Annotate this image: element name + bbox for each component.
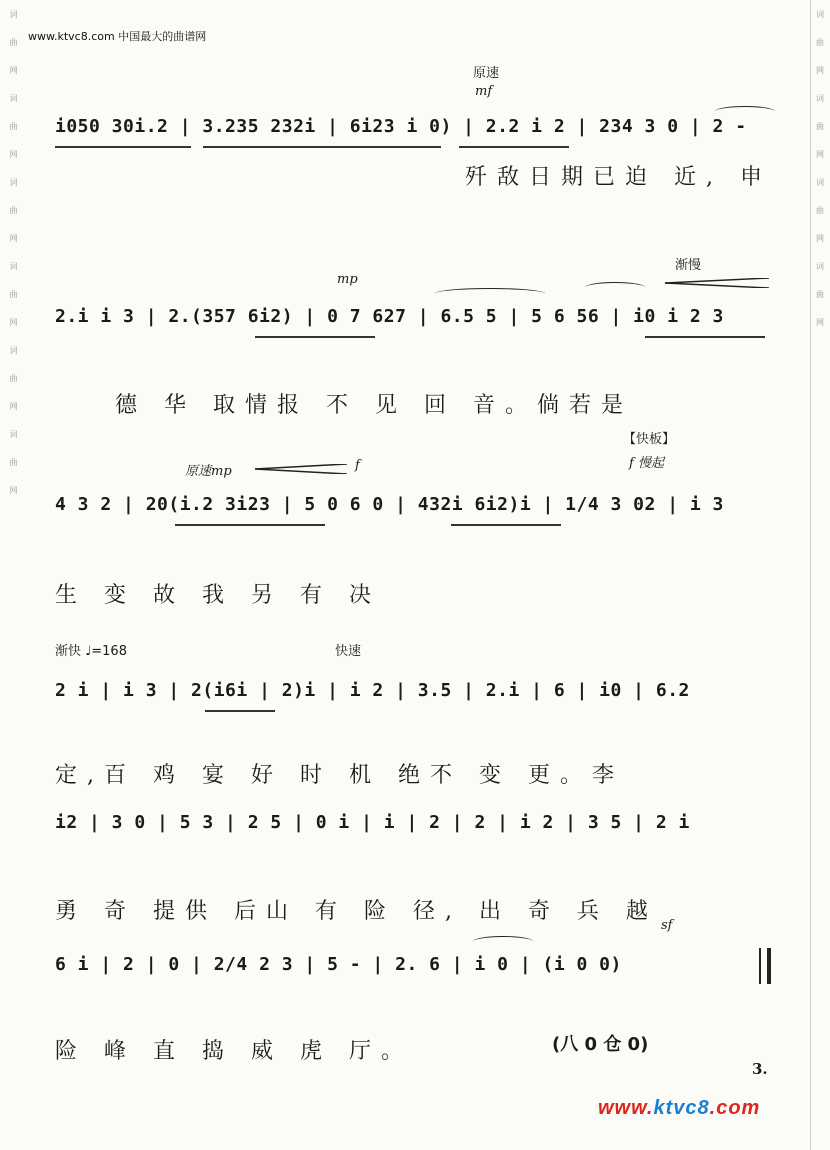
watermark-text: 曲 — [9, 206, 18, 214]
score-system-4 — [55, 636, 775, 788]
lyric-line: 勇 奇 提供 后山 有 险 径, 出 奇 兵 越 — [55, 899, 658, 924]
watermark-text: 曲 — [9, 38, 18, 46]
logo-part: .com — [709, 1097, 761, 1119]
watermark-text: 词 — [815, 10, 825, 18]
final-barline — [759, 948, 771, 984]
dynamic-marking: mp — [337, 272, 358, 287]
beam-underline — [55, 146, 191, 148]
notation-line — [55, 948, 775, 986]
decrescendo-hairpin — [665, 278, 769, 288]
logo-part: www. — [598, 1097, 654, 1119]
tempo-marking: 渐快 ♩=168 — [55, 644, 127, 659]
section-label: 【快板】 — [623, 432, 676, 447]
beam-underline — [645, 336, 765, 338]
watermark-text: 词 — [815, 178, 825, 186]
dynamic-marking: mf — [475, 84, 493, 99]
score-system-5 — [55, 796, 775, 924]
watermark-text: 网 — [815, 66, 825, 74]
notation-line — [55, 806, 775, 844]
slur-arc — [435, 288, 545, 299]
watermark-text: 网 — [815, 150, 825, 158]
watermark-text: 网 — [9, 150, 18, 158]
jianpu-notes: 2 i | i 3 | 2(i6i | 2)i | i 2 | 3.5 | 2.i | 6 | i0 | 6.2 — [55, 680, 690, 701]
watermark-text: 词 — [815, 262, 825, 270]
watermark-text: 网 — [9, 402, 18, 410]
dynamic-marking: f 慢起 — [629, 456, 664, 471]
watermark-text: 曲 — [815, 122, 825, 130]
notation-line — [55, 674, 775, 712]
dynamic-marking: f — [355, 458, 360, 473]
beam-underline — [255, 336, 375, 338]
notation-line — [55, 110, 775, 148]
beam-underline — [175, 524, 325, 526]
lyric-line: 德 华 取情报 不 见 回 音。倘若是 — [115, 393, 633, 418]
dynamic-marking: sf — [661, 918, 673, 933]
site-logo[interactable] — [598, 1097, 760, 1120]
beam-underline — [459, 146, 569, 148]
left-watermark-strip — [4, 0, 22, 1150]
watermark-text: 曲 — [9, 458, 18, 466]
watermark-text: 曲 — [815, 38, 825, 46]
lyric-line: 歼敌日期已迫 近, 申 — [465, 165, 772, 190]
watermark-text: 词 — [9, 10, 18, 18]
watermark-text: 曲 — [815, 206, 825, 214]
watermark-text: 曲 — [9, 122, 18, 130]
notation-line — [55, 300, 775, 338]
lyric-line: 生 变 故 我 另 有 决 — [55, 583, 381, 608]
page-number: 3. — [752, 1060, 768, 1078]
score-system-1 — [55, 62, 775, 190]
jianpu-notes: 6 i | 2 | 0 | 2/4 2 3 | 5 - | 2. 6 | i 0 | (i 0 0) — [55, 954, 622, 975]
percussion-line: (八 0 仓 0) — [552, 1034, 649, 1055]
jianpu-notes: 4 3 2 | 20(i.2 3i23 | 5 0 6 0 | 432i 6i2)i | 1/4 3 02 | i 3 — [55, 494, 724, 515]
dynamic-marking: 原速mp — [185, 464, 232, 479]
watermark-text: 网 — [9, 66, 18, 74]
watermark-text: 网 — [9, 486, 18, 494]
slur-arc — [585, 282, 645, 293]
watermark-text: 曲 — [9, 290, 18, 298]
lyric-line: 险 峰 直 捣 威 虎 厅。 — [55, 1039, 413, 1064]
notation-line — [55, 488, 775, 526]
watermark-text: 网 — [9, 318, 18, 326]
watermark-text: 曲 — [9, 374, 18, 382]
logo-part: ktvc8 — [653, 1097, 710, 1119]
watermark-text: 词 — [9, 94, 18, 102]
watermark-text: 词 — [9, 430, 18, 438]
tempo-marking: 渐慢 — [675, 258, 702, 273]
tempo-marking: 原速 — [473, 66, 500, 81]
crescendo-hairpin — [255, 464, 347, 474]
jianpu-notes: i050 30i.2 | 3.235 232i | 6i23 i 0) | 2.2 i 2 | 234 3 0 | 2 - — [55, 116, 747, 137]
watermark-text: 网 — [815, 318, 825, 326]
watermark-text: 词 — [9, 262, 18, 270]
jianpu-notes: i2 | 3 0 | 5 3 | 2 5 | 0 i | i | 2 | 2 | i 2 | 3 5 | 2 i — [55, 812, 690, 833]
slur-arc — [473, 936, 533, 947]
score-system-2 — [55, 250, 775, 418]
beam-underline — [205, 710, 275, 712]
tempo-marking: 快速 — [335, 644, 362, 659]
site-header-url[interactable]: www.ktvc8.com 中国最大的曲谱网 — [28, 30, 207, 43]
jianpu-notes: 2.i i 3 | 2.(357 6i2) | 0 7 627 | 6.5 5 | 5 6 56 | i0 i 2 3 — [55, 306, 724, 327]
watermark-text: 网 — [9, 234, 18, 242]
watermark-text: 曲 — [815, 290, 825, 298]
beam-underline — [203, 146, 441, 148]
watermark-text: 词 — [9, 178, 18, 186]
score-system-3 — [55, 428, 775, 608]
watermark-text: 词 — [9, 346, 18, 354]
lyric-line: 定,百 鸡 宴 好 时 机 绝不 变 更。李 — [55, 763, 624, 788]
beam-underline — [451, 524, 561, 526]
watermark-text: 词 — [815, 94, 825, 102]
watermark-text: 网 — [815, 234, 825, 242]
